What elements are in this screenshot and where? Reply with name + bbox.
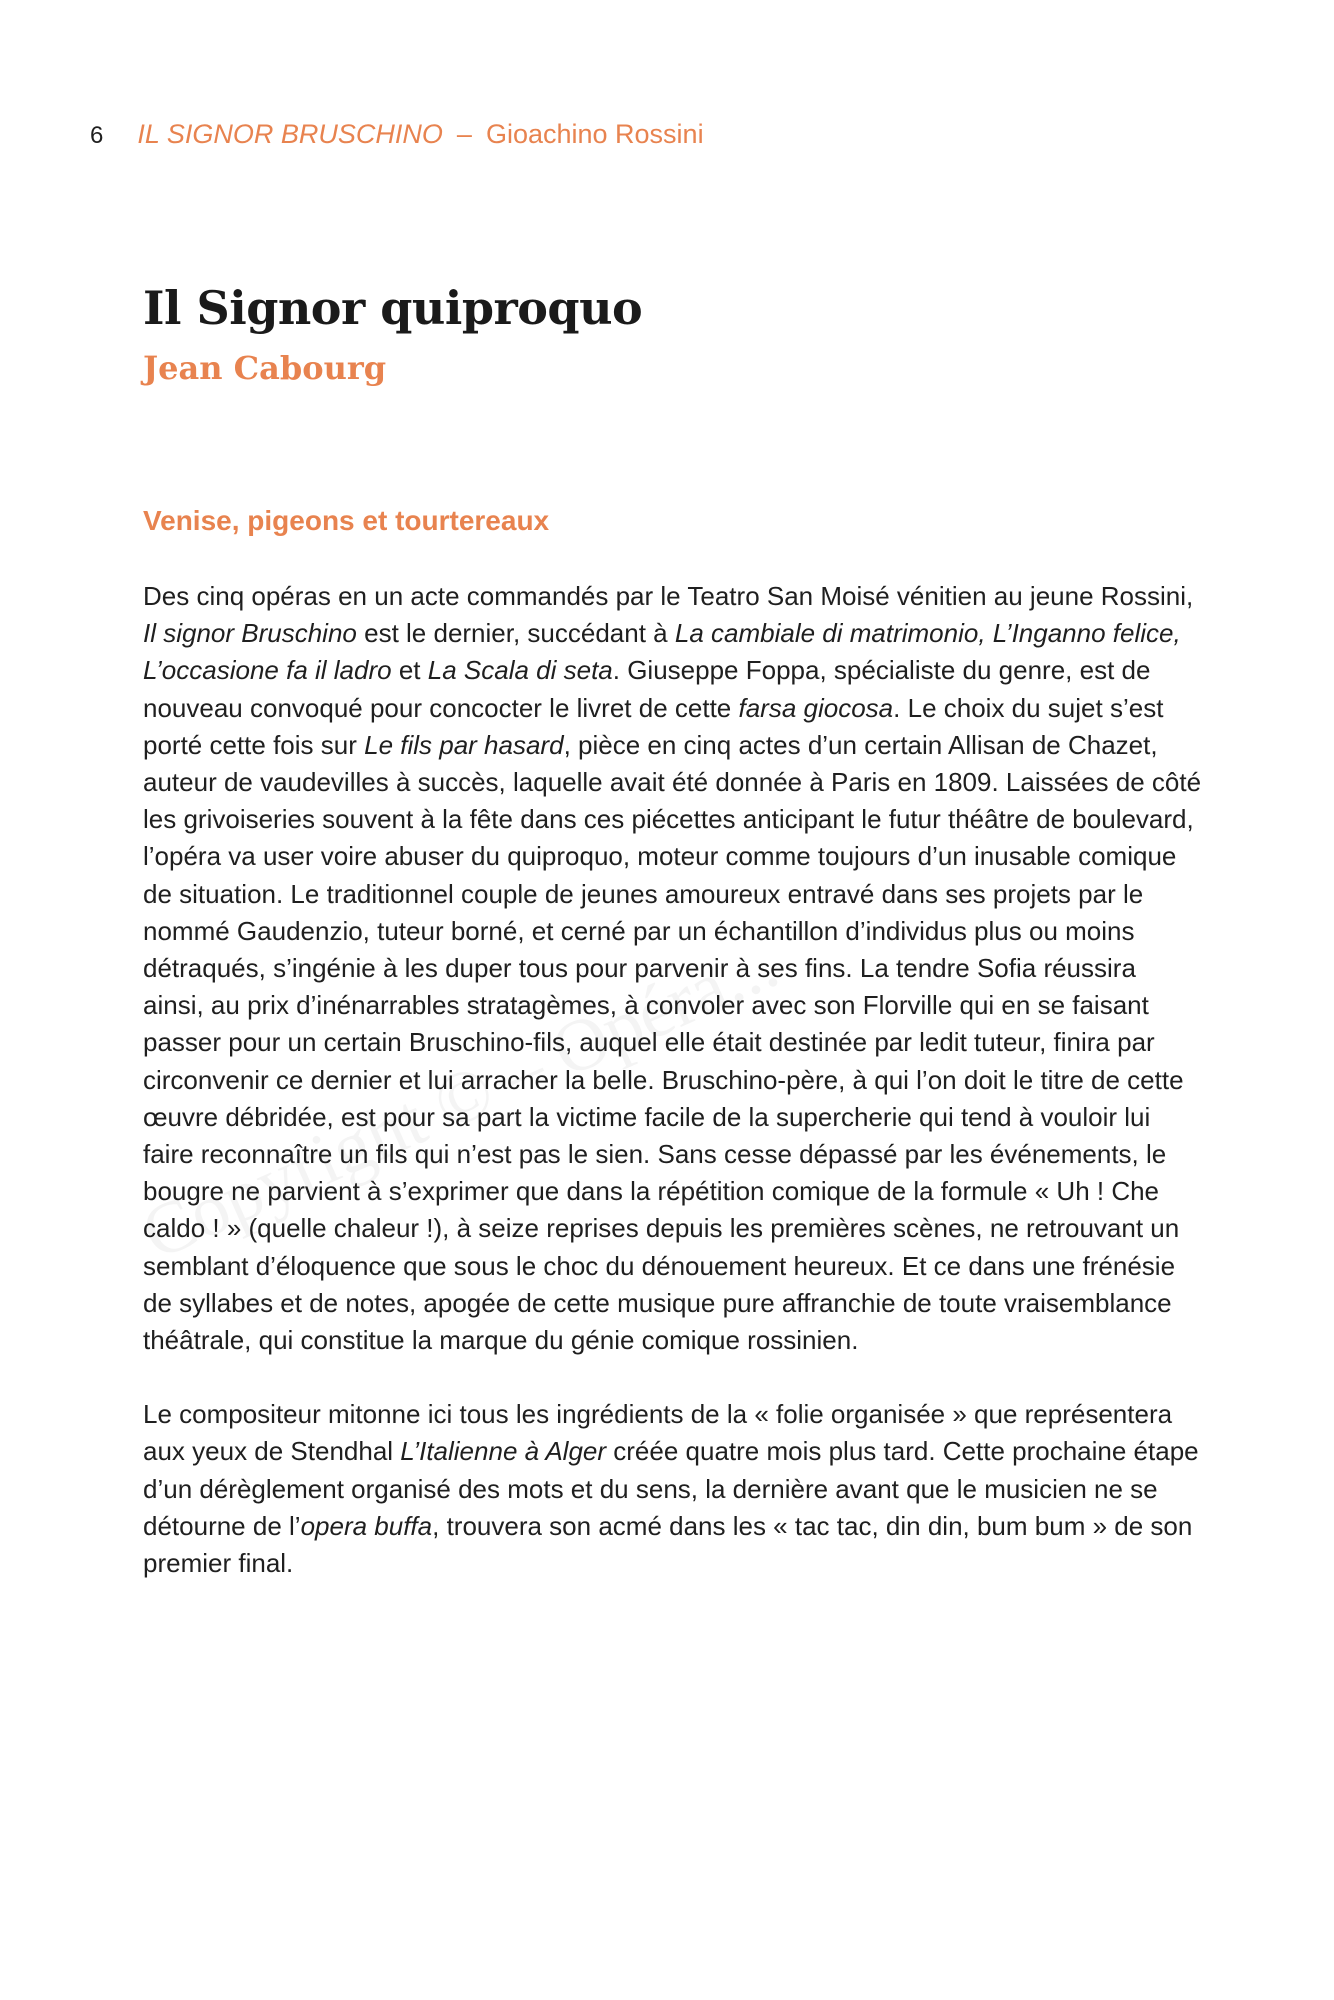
running-head [90, 116, 704, 154]
text-run: créée quatre mois plus tard. Cette prochaine étape d’un dérèglement organisé des mots et du sens, la dernière avant que le musicien ne se détourne de l’ [143, 1436, 1199, 1541]
work-title: IL SIGNOR BRUSCHINO [137, 119, 443, 149]
section-heading: Venise, pigeons et tourtereaux [143, 505, 550, 536]
paragraph-1 [143, 578, 1203, 1359]
italic-run: La cambiale di matrimonio, L’Inganno felice, L’occasione fa il ladro [143, 618, 1181, 686]
text-run: . Giuseppe Foppa, spécialiste du genre, est de nouveau convoqué pour concocter le livret de cette [143, 655, 1151, 723]
article-body [143, 578, 1203, 1619]
italic-run: Il signor Bruschino [143, 618, 357, 649]
italic-run: Le fils par hasard [364, 729, 564, 760]
text-run: , trouvera son acmé dans les « tac tac, din din, bum bum » de son premier final. [143, 1510, 1193, 1579]
text-run: Des cinq opéras en un acte commandés par le Teatro San Moisé vénitien au jeune Rossini, [143, 581, 1194, 611]
italic-run: farsa giocosa [738, 692, 894, 723]
article-title: Il Signor quiproquo [143, 281, 643, 335]
header-separator: – [456, 119, 472, 149]
page-number: 6 [90, 122, 104, 149]
article-author: Jean Cabourg [143, 349, 387, 387]
italic-run: L’Italienne à Alger [400, 1436, 607, 1467]
italic-run: opera buffa [300, 1510, 433, 1541]
paragraph-2 [143, 1396, 1203, 1582]
text-run: est le dernier, succédant à [356, 618, 675, 649]
text-run: , pièce en cinq actes d’un certain Allisan de Chazet, auteur de vaudevilles à succès, laquelle avait été donnée à Paris en 1809. Laissées de côté les grivoiseries souvent à la fête dans ces piécettes anticipant le futur théâtre de boulevard, l’opéra va user voire abuser du quiproquo, moteur comme toujours d’un inusable comique de situation. Le traditionnel couple de jeunes amoureux entravé dans ses projets par le nommé Gaudenzio, tuteur borné, et cerné par un échantillon d’individus plus ou moins détraqués, s’ingénie à les duper tous pour parvenir à ses fins. La tendre Sofia réussira ainsi, au prix d’inénarrables stratagèmes, à convoler avec son Florville qui en se faisant passer pour un certain Bruschino-fils, auquel elle était destinée par ledit tuteur, finira par circonvenir ce dernier et lui arracher la belle. Bruschino-père, à qui l’on doit le titre de cette œuvre débridée, est pour sa part la victime facile de la supercherie qui tend à vouloir lui faire reconnaître un fils qui n’est pas le sien. Sans cesse dépassé par les événements, le bougre ne parvient à s’exprimer que dans la répétition comique de la formule « Uh ! Che caldo ! » (quelle chaleur !), à seize reprises depuis les premières scènes, ne retrouvant un semblant d’éloquence que sous le choc du dénouement heureux. Et ce dans une frénésie de syllabes et de notes, apogée de cette musique pure affranchie de toute vraisemblance théâtrale, qui constitue la marque du génie comique rossinien. [143, 729, 1202, 1356]
italic-run: La Scala di seta [427, 655, 613, 686]
text-run: Le compositeur mitonne ici tous les ingrédients de la « folie organisée » que représentera aux yeux de Stendhal [143, 1399, 1173, 1467]
composer-name: Gioachino Rossini [485, 119, 704, 149]
text-run: . Le choix du sujet s’est porté cette fois sur [143, 692, 1164, 760]
text-run: et [391, 655, 428, 686]
